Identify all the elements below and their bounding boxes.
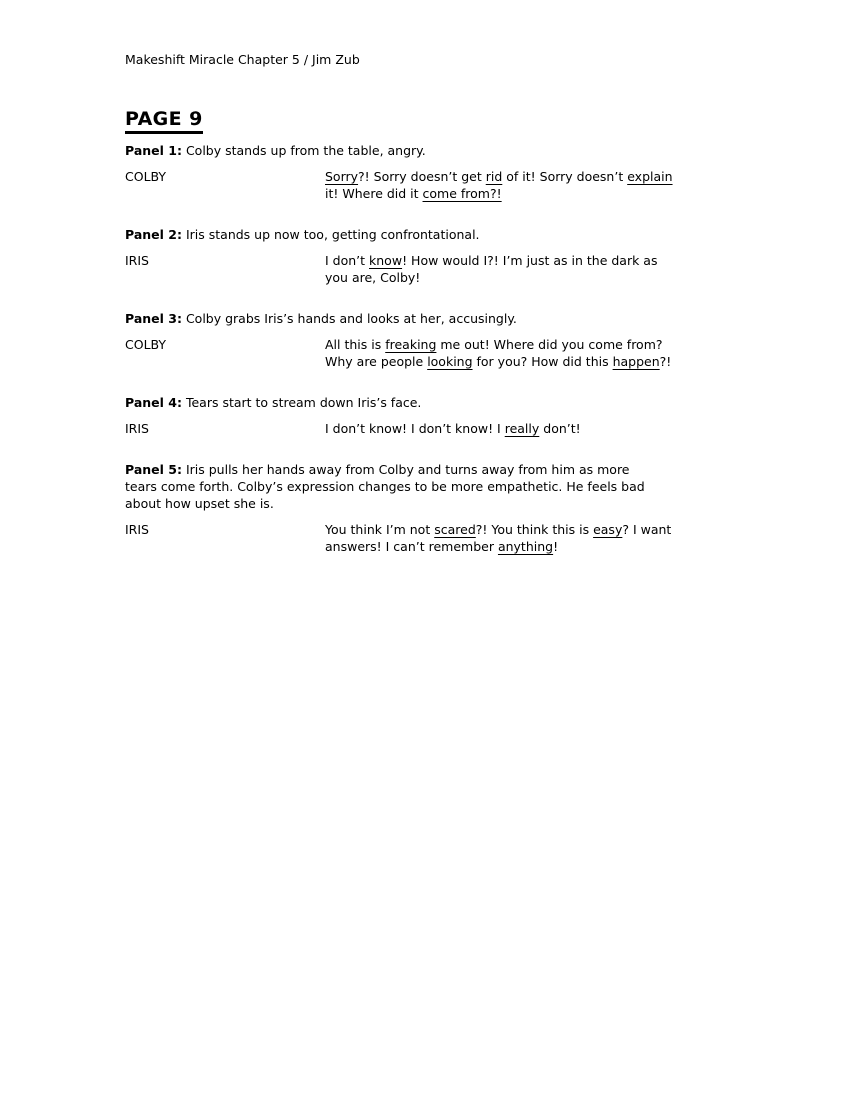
dialogue-segment: for you? How did this — [472, 354, 613, 369]
panel-description-line: Panel 2: Iris stands up now too, getting confrontational. — [125, 227, 480, 242]
dialogue-text — [325, 168, 730, 202]
dialogue-segment: of it! Sorry doesn’t — [502, 169, 628, 184]
dialogue-emphasis: really — [504, 421, 540, 436]
dialogue-segment: You think I’m not — [325, 522, 435, 537]
dialogue-line — [325, 521, 730, 538]
page-title: PAGE 9 — [125, 108, 203, 134]
panel — [125, 142, 730, 202]
dialogue-line — [325, 168, 730, 185]
dialogue-row — [125, 252, 730, 286]
dialogue-segment: me out! Where did you come from? — [436, 337, 663, 352]
panel-label: Panel 3: — [125, 311, 182, 326]
dialogue-line — [325, 185, 730, 202]
dialogue-segment: answers! I can’t remember — [325, 539, 498, 554]
dialogue-segment: ! — [553, 539, 559, 554]
dialogue-line — [325, 269, 730, 286]
dialogue-emphasis: freaking — [385, 337, 437, 352]
dialogue-emphasis: come from?! — [422, 186, 502, 201]
dialogue-segment: ?! — [659, 354, 672, 369]
dialogue-emphasis: explain — [627, 169, 673, 184]
panel-description — [125, 142, 730, 159]
dialogue-segment: ?! Sorry doesn’t get — [358, 169, 486, 184]
dialogue-segment: ?! You think this is — [475, 522, 594, 537]
dialogue-text — [325, 252, 730, 286]
dialogue-line — [325, 336, 730, 353]
dialogue-row — [125, 420, 730, 437]
panel — [125, 310, 730, 370]
dialogue-segment: you are, Colby! — [325, 270, 421, 285]
panel — [125, 461, 730, 555]
character-name: IRIS — [125, 522, 149, 537]
dialogue-emphasis: rid — [485, 169, 503, 184]
dialogue-row — [125, 521, 730, 555]
dialogue-line — [325, 420, 730, 437]
panel-description — [125, 226, 730, 243]
dialogue-emphasis: know — [369, 253, 403, 268]
dialogue-segment: I don’t know! I don’t know! I — [325, 421, 505, 436]
dialogue-emphasis: scared — [434, 522, 476, 537]
dialogue-emphasis: easy — [593, 522, 623, 537]
panel-description-line: Panel 3: Colby grabs Iris’s hands and looks at her, accusingly. — [125, 311, 517, 326]
panel-description-line: about how upset she is. — [125, 496, 274, 511]
dialogue-emphasis: Sorry — [325, 169, 359, 184]
character-name: COLBY — [125, 337, 167, 352]
panel-label: Panel 2: — [125, 227, 182, 242]
dialogue-text — [325, 420, 730, 437]
dialogue-row — [125, 336, 730, 370]
dialogue-segment: Why are people — [325, 354, 428, 369]
dialogue-segment: don’t! — [539, 421, 581, 436]
character-name: IRIS — [125, 253, 149, 268]
dialogue-segment: All this is — [325, 337, 386, 352]
panel-description-line: Panel 4: Tears start to stream down Iris’s face. — [125, 395, 422, 410]
character-name: IRIS — [125, 421, 149, 436]
panels — [125, 142, 730, 555]
panel — [125, 226, 730, 286]
document-header: Makeshift Miracle Chapter 5 / Jim Zub — [125, 52, 360, 67]
dialogue-emphasis: happen — [612, 354, 660, 369]
dialogue-emphasis: anything — [497, 539, 554, 554]
panel-label: Panel 1: — [125, 143, 182, 158]
dialogue-segment: it! Where did it — [325, 186, 423, 201]
dialogue-line — [325, 353, 730, 370]
panel-description-line: Panel 1: Colby stands up from the table, angry. — [125, 143, 426, 158]
dialogue-row — [125, 168, 730, 202]
panel-label: Panel 4: — [125, 395, 182, 410]
dialogue-text — [325, 521, 730, 555]
panel-description — [125, 461, 730, 512]
panel-description-line: Panel 5: Iris pulls her hands away from Colby and turns away from him as more — [125, 462, 630, 477]
dialogue-segment: ? I want — [622, 522, 672, 537]
panel-label: Panel 5: — [125, 462, 182, 477]
panel — [125, 394, 730, 437]
character-name: COLBY — [125, 169, 167, 184]
panel-description — [125, 394, 730, 411]
dialogue-emphasis: looking — [427, 354, 473, 369]
dialogue-segment: ! How would I?! I’m just as in the dark as — [402, 253, 658, 268]
panel-description-line: tears come forth. Colby’s expression changes to be more empathetic. He feels bad — [125, 479, 645, 494]
dialogue-text — [325, 336, 730, 370]
panel-description — [125, 310, 730, 327]
dialogue-segment: I don’t — [325, 253, 370, 268]
dialogue-line — [325, 252, 730, 269]
dialogue-line — [325, 538, 730, 555]
